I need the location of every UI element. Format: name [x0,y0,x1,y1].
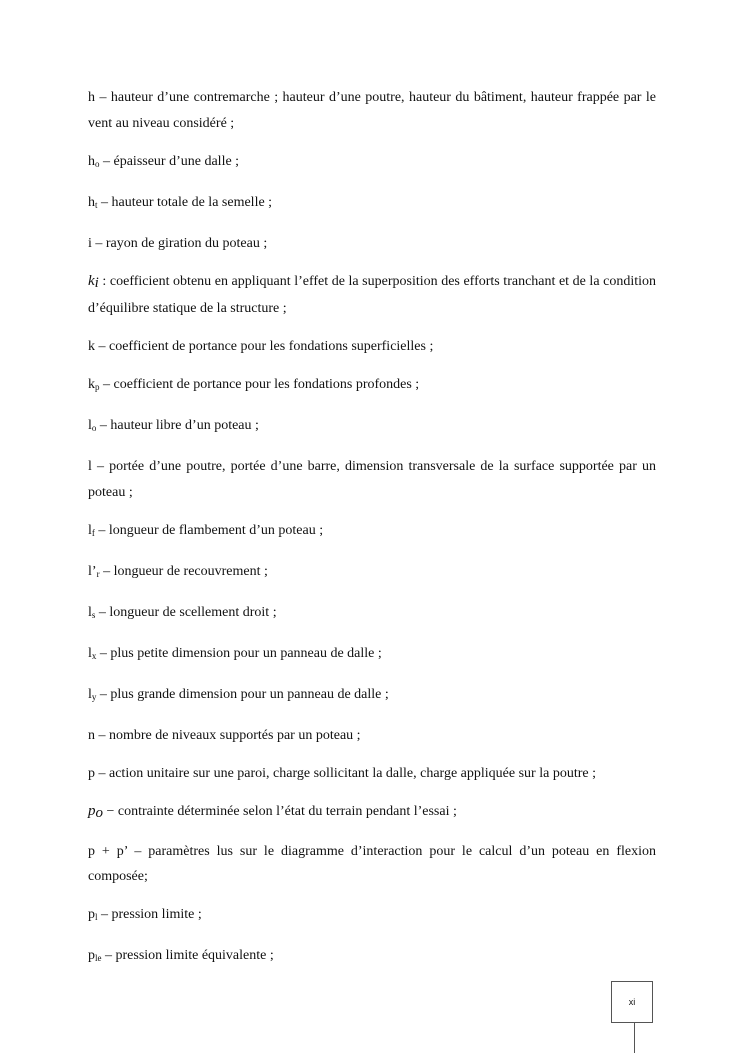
definition: : coefficient obtenu en appliquant l’effet de la superposition des efforts tranchant et de la condition d’équilibre statique de la structure ; [88,273,656,316]
symbol: p [88,765,95,781]
symbol-subscript: y [91,691,97,702]
symbol: l [88,418,92,433]
symbol: h [88,153,95,169]
symbol-entry-pl [88,902,656,931]
symbol-subscript: i [94,274,99,291]
symbol-entry-ls [88,600,656,629]
symbol-subscript: x [91,650,97,661]
symbol-entry-lf [88,518,656,547]
symbol-subscript: t [95,199,98,210]
definition: – rayon de giration du poteau ; [91,235,268,251]
symbol: l [88,645,92,661]
symbol: h [88,90,95,105]
symbol-subscript: o [95,804,103,821]
symbol: n [88,727,95,743]
symbol-list [88,85,656,984]
symbol: p [88,948,95,963]
symbol-entry-k [88,334,656,360]
symbol-entry-l [88,454,656,505]
definition: – longueur de recouvrement ; [99,563,268,579]
symbol-entry-po [88,799,656,827]
symbol: p + p’ [88,843,128,859]
definition: – plus grande dimension pour un panneau de dalle ; [96,686,389,702]
symbol: l [88,459,92,474]
symbol-subscript: o [95,158,100,169]
symbol-entry-n [88,723,656,749]
symbol: k [88,339,95,354]
symbol: l [88,686,92,702]
symbol-entry-ly [88,682,656,711]
symbol-entry-ho [88,149,656,178]
definition: – coefficient de portance pour les fondations superficielles ; [95,339,434,354]
symbol-entry-lx [88,641,656,670]
symbol-entry-ht [88,190,656,219]
symbol-subscript: f [91,527,95,538]
symbol-entry-lo [88,413,656,442]
definition: – longueur de scellement droit ; [95,604,277,620]
definition: – plus petite dimension pour un panneau de dalle ; [96,645,382,661]
symbol-entry-h [88,85,656,136]
symbol-entry-i [88,231,656,257]
symbol-subscript: le [95,953,102,963]
symbol-entry-kp [88,372,656,401]
page-number-box [611,981,653,1023]
page-number: xi [628,997,636,1007]
symbol: p [88,802,96,819]
definition: − contrainte déterminée selon l’état du terrain pendant l’essai ; [103,803,457,819]
definition: – action unitaire sur une paroi, charge sollicitant la dalle, charge appliquée sur la poutre ; [95,765,596,781]
definition: – pression limite ; [97,907,202,922]
symbol: i [88,235,92,251]
symbol: p [88,907,95,922]
symbol-entry-ppp [88,839,656,890]
definition: – longueur de flambement d’un poteau ; [94,522,324,538]
page-number-rule [634,1023,635,1053]
definition: – épaisseur d’une dalle ; [99,153,240,169]
definition: – pression limite équivalente ; [101,948,274,963]
definition: – hauteur libre d’un poteau ; [96,418,259,433]
symbol-entry-ple [88,943,656,972]
symbol: l [88,522,92,538]
definition: – nombre de niveaux supportés par un poteau ; [95,727,361,743]
symbol: k [88,377,95,392]
definition: – coefficient de portance pour les fondations profondes ; [99,377,420,392]
symbol: k [88,272,95,289]
symbol-entry-lpr [88,559,656,588]
symbol-entry-ki [88,269,656,322]
definition: – portée d’une poutre, portée d’une barre, dimension transversale de la surface supportée par un poteau ; [88,459,656,500]
symbol-entry-p [88,761,656,787]
symbol-subscript: l [95,912,98,922]
symbol-subscript: p [95,382,100,392]
definition: – hauteur d’une contremarche ; hauteur d’une poutre, hauteur du bâtiment, hauteur frappée par le vent au niveau considéré ; [88,90,656,131]
symbol-subscript: r [96,568,100,579]
definition: – paramètres lus sur le diagramme d’interaction pour le calcul d’un poteau en flexion composée; [88,843,656,884]
symbol: l’ [88,563,97,579]
symbol-subscript: o [91,423,97,433]
symbol: l [88,604,92,620]
definition: – hauteur totale de la semelle ; [97,194,273,210]
symbol-subscript: s [91,609,96,620]
symbol: h [88,194,95,210]
